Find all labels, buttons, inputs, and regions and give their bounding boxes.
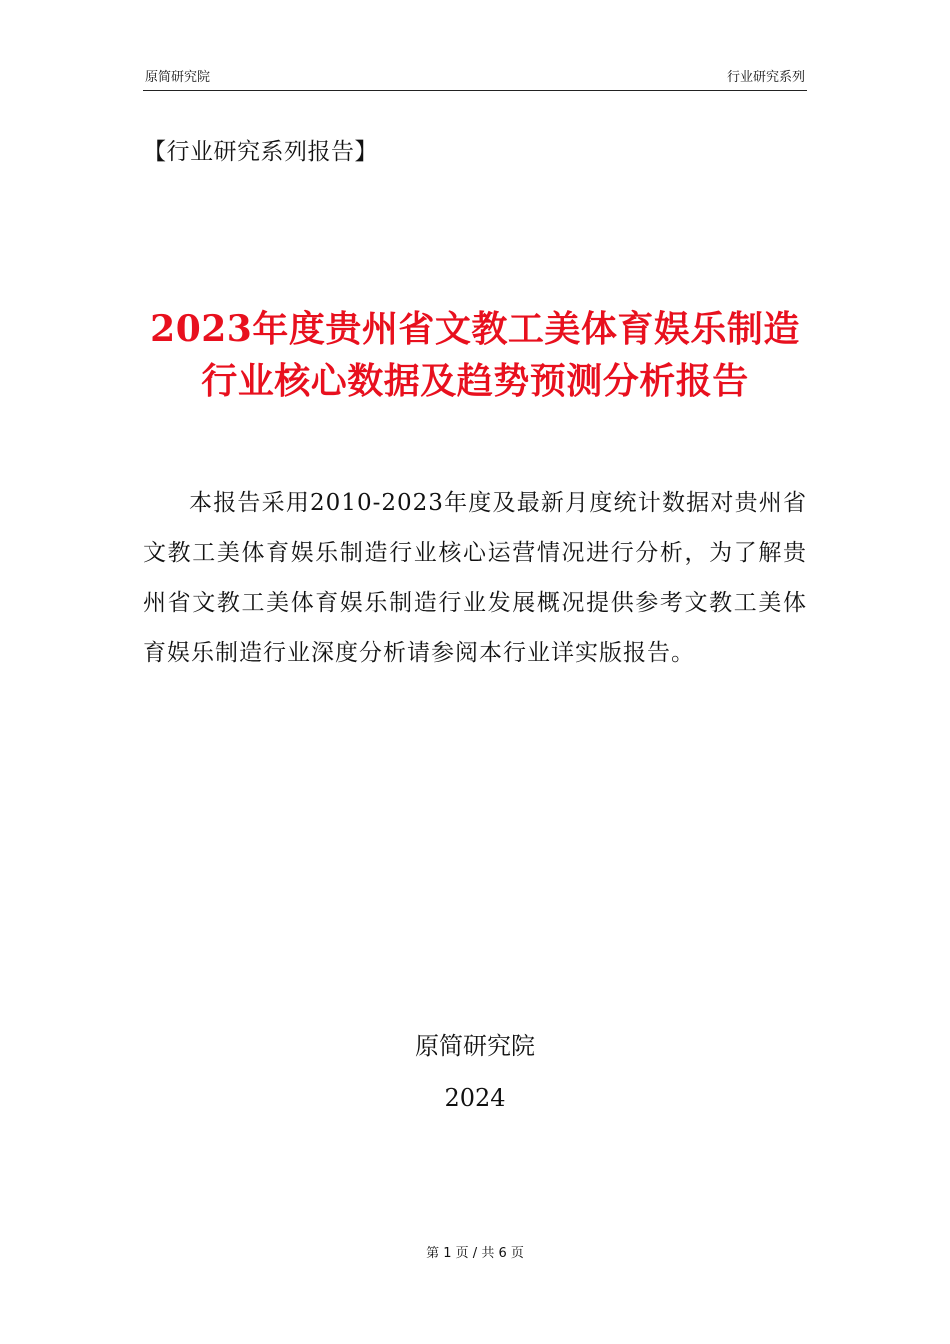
report-abstract: 本报告采用2010-2023年度及最新月度统计数据对贵州省文教工美体育娱乐制造行业核心运营情况进行分析，为了解贵州省文教工美体育娱乐制造行业发展概况提供参考文教工美体育娱乐制造行业深度分析请参阅本行业详实版报告。 xyxy=(143,490,807,666)
series-tag: 【行业研究系列报告】 xyxy=(143,139,378,165)
header-series: 行业研究系列 xyxy=(726,70,805,85)
page-footer: 第 1 页 / 共 6 页 xyxy=(426,1246,524,1261)
publisher-name: 原简研究院 xyxy=(415,1032,535,1060)
report-title: 2023年度贵州省文教工美体育娱乐制造行业核心数据及趋势预测分析报告 xyxy=(150,308,800,402)
page-header xyxy=(143,66,807,91)
header-org: 原简研究院 xyxy=(145,70,211,85)
publish-year: 2024 xyxy=(444,1084,506,1112)
